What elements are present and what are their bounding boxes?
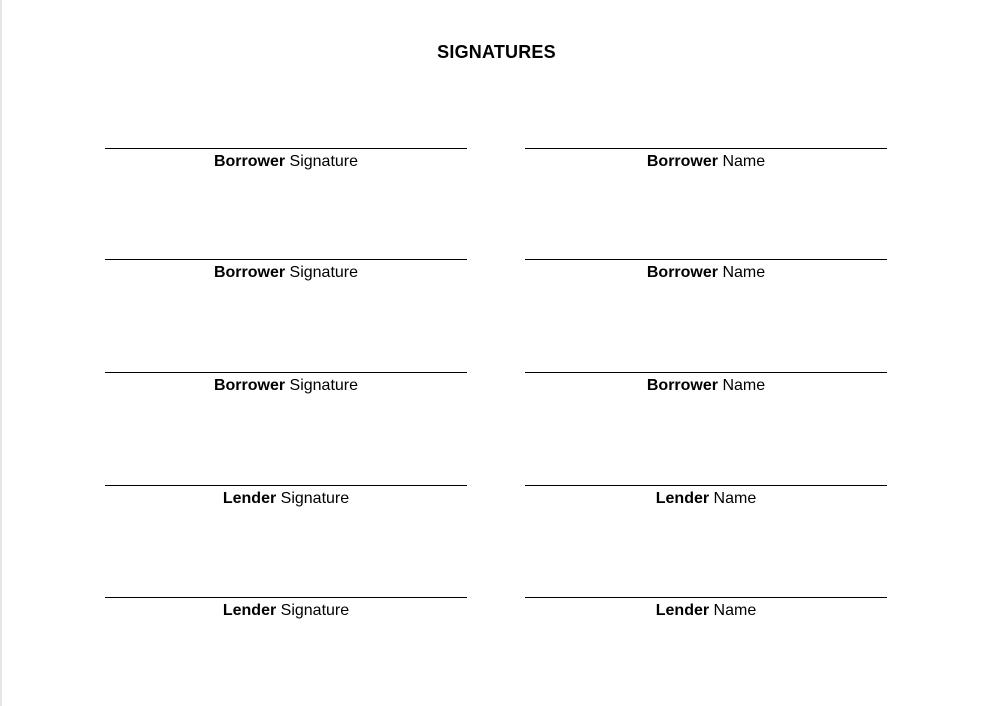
- page-edge: [0, 0, 2, 706]
- field-label: Signature: [280, 490, 350, 507]
- name-label: [525, 263, 887, 283]
- field-label: Name: [722, 264, 766, 281]
- signature-label: [105, 601, 467, 621]
- signature-line[interactable]: [105, 372, 467, 373]
- name-line[interactable]: [525, 148, 887, 149]
- borrower-signature-block: [105, 372, 467, 396]
- signature-line[interactable]: [105, 597, 467, 598]
- field-label: Name: [722, 377, 766, 394]
- role-label: Borrower: [213, 264, 286, 281]
- role-label: Lender: [222, 602, 277, 619]
- signature-line[interactable]: [105, 148, 467, 149]
- field-label: Name: [722, 153, 766, 170]
- signature-label: [105, 263, 467, 283]
- borrower-signature-block: [105, 259, 467, 283]
- role-label: Lender: [655, 602, 710, 619]
- name-line[interactable]: [525, 259, 887, 260]
- role-label: Borrower: [646, 264, 718, 281]
- name-label: [525, 376, 887, 396]
- borrower-name-block: [525, 259, 887, 283]
- name-label: [525, 152, 887, 172]
- role-label: Borrower: [213, 377, 286, 394]
- name-line[interactable]: [525, 485, 887, 486]
- signature-label: [105, 489, 467, 509]
- borrower-signature-block: [105, 148, 467, 172]
- lender-name-block: [525, 597, 887, 621]
- borrower-name-block: [525, 372, 887, 396]
- name-line[interactable]: [525, 372, 887, 373]
- role-label: Lender: [655, 490, 710, 507]
- lender-signature-block: [105, 485, 467, 509]
- field-label: Signature: [289, 264, 359, 281]
- name-label: [525, 489, 887, 509]
- field-label: Name: [713, 602, 757, 619]
- page-title: SIGNATURES: [437, 42, 556, 62]
- name-line[interactable]: [525, 597, 887, 598]
- borrower-name-block: [525, 148, 887, 172]
- field-label: Name: [713, 490, 757, 507]
- role-label: Lender: [222, 490, 277, 507]
- signature-label: [105, 152, 467, 172]
- role-label: Borrower: [646, 377, 718, 394]
- signature-line[interactable]: [105, 259, 467, 260]
- name-label: [525, 601, 887, 621]
- field-label: Signature: [280, 602, 350, 619]
- lender-signature-block: [105, 597, 467, 621]
- field-label: Signature: [289, 153, 359, 170]
- field-label: Signature: [289, 377, 359, 394]
- role-label: Borrower: [646, 153, 718, 170]
- signature-label: [105, 376, 467, 396]
- lender-name-block: [525, 485, 887, 509]
- role-label: Borrower: [213, 153, 286, 170]
- signature-line[interactable]: [105, 485, 467, 486]
